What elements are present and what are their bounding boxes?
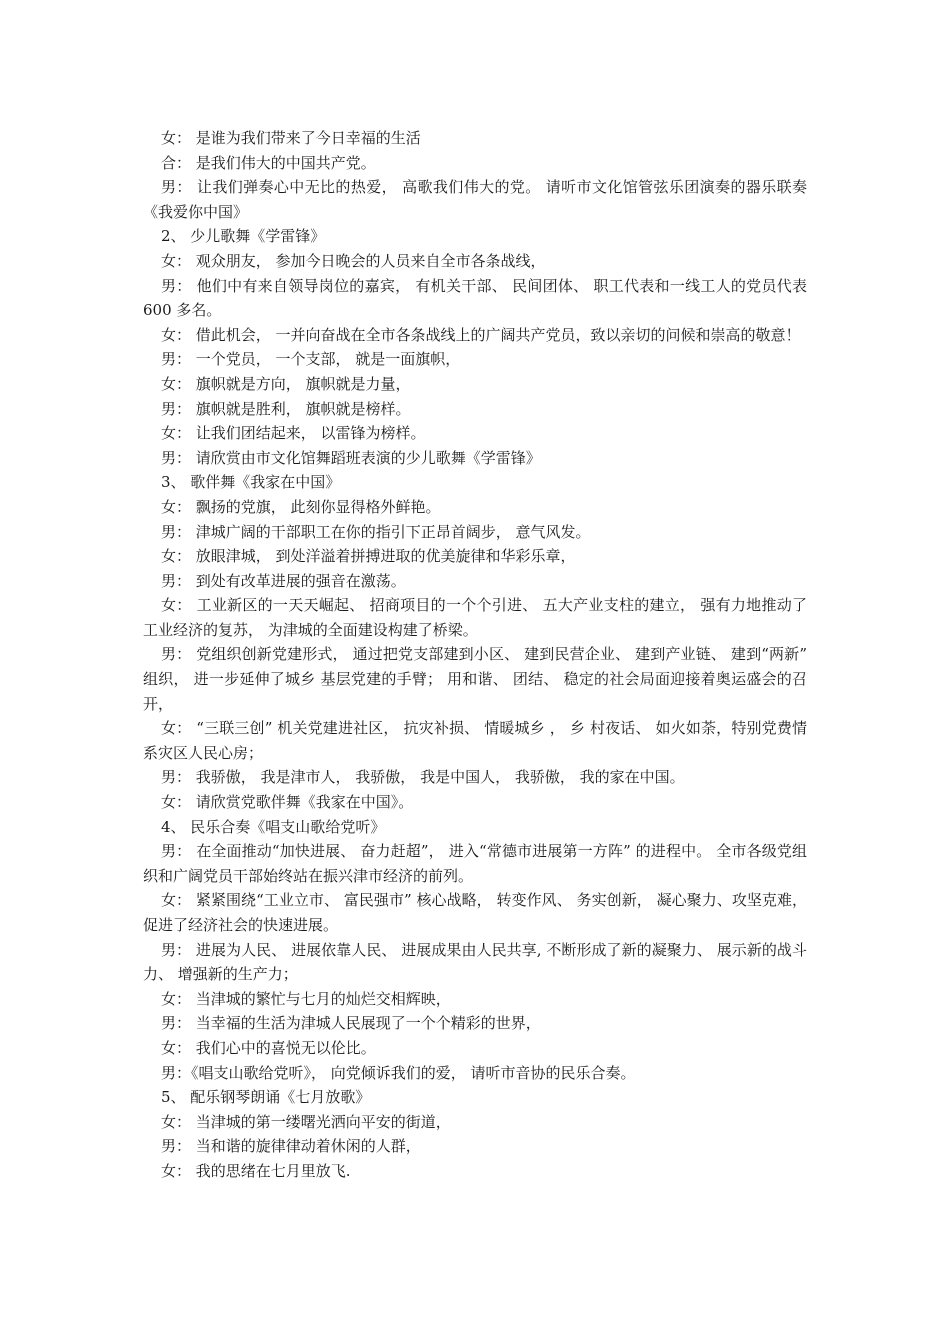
dialogue-line: 男： 进展为人民、 进展依靠人民、 进展成果由人民共享, 不断形成了新的凝聚力、 展示新的战斗力、 增强新的生产力； [143, 940, 807, 984]
dialogue-line: 合： 是我们伟大的中国共产党。 [161, 153, 376, 172]
dialogue-line: 男： 到处有改革进展的强音在激荡。 [161, 571, 406, 590]
dialogue-line: 女： 观众朋友， 参加今日晚会的人员来自全市各条战线， [161, 251, 546, 270]
dialogue-line: 男： 一个党员， 一个支部， 就是一面旗帜， [161, 350, 461, 369]
dialogue-line: 女： 当津城的第一缕曙光洒向平安的街道， [161, 1112, 451, 1131]
dialogue-line: 男： 当幸福的生活为津城人民展现了一个个精彩的世界， [161, 1014, 541, 1033]
dialogue-line: 男： 我骄傲， 我是津市人， 我骄傲， 我是中国人， 我骄傲， 我的家在中国。 [161, 768, 685, 787]
dialogue-line: 女： 借此机会， 一并向奋战在全市各条战线上的广阔共产党员，致以亲切的问候和崇高的敬意！ [161, 325, 801, 344]
dialogue-line: 女： 请欣赏党歌伴舞《我家在中国》。 [161, 793, 414, 812]
dialogue-line: 女： 工业新区的一天天崛起、 招商项目的一个个引进、 五大产业支柱的建立， 强有力地推动了工业经济的复苏， 为津城的全面建设构建了桥梁。 [143, 596, 807, 639]
dialogue-line: 男： 他们中有来自领导岗位的嘉宾， 有机关干部、 民间团体、 职工代表和一线工人的党员代表 600 多名。 [143, 276, 807, 320]
dialogue-line: 女： 让我们团结起来， 以雷锋为榜样。 [161, 424, 426, 443]
dialogue-line: 女： 飘扬的党旗， 此刻你显得格外鲜艳。 [161, 497, 441, 516]
dialogue-line: 女： 是谁为我们带来了今日幸福的生活 [161, 129, 421, 147]
document-body [143, 126, 807, 1184]
dialogue-line: 女： 紧紧围绕“工业立市、 富民强市” 核心战略， 转变作风、 务实创新， 凝心聚力、攻坚克难， 促进了经济社会的快速进展。 [143, 891, 807, 934]
dialogue-line: 女： 放眼津城， 到处洋溢着拼搏进取的优美旋律和华彩乐章， [161, 547, 576, 566]
program-heading: 5、 配乐钢琴朗诵《七月放歌》 [161, 1088, 371, 1107]
dialogue-line: 女： 我的思绪在七月里放飞. [161, 1161, 351, 1180]
dialogue-line: 男：《唱支山歌给党听》， 向党倾诉我们的爱， 请听市音协的民乐合奏。 [161, 1063, 636, 1082]
dialogue-line: 男： 当和谐的旋律律动着休闲的人群， [161, 1137, 421, 1156]
dialogue-line: 男： 党组织创新党建形式， 通过把党支部建到小区、 建到民营企业、 建到产业链、 建到“两新” 组织， 进一步延伸了城乡 基层党建的手臂； 用和谐、 团结、 稳定的社会局面迎接着奥运盛会的召开， [143, 645, 807, 713]
program-heading: 2、 少儿歌舞《学雷锋》 [161, 227, 326, 246]
dialogue-line: 女： “三联三创” 机关党建进社区， 抗灾补损、 情暖城乡 ， 乡 村夜话、 如火如荼，特别党费情系灾区人民心房； [143, 719, 807, 762]
program-heading: 3、 歌伴舞《我家在中国》 [161, 473, 341, 492]
dialogue-line: 男： 津城广阔的干部职工在你的指引下正昂首阔步， 意气风发。 [161, 522, 591, 541]
dialogue-line: 男： 请欣赏由市文化馆舞蹈班表演的少儿歌舞《学雷锋》 [161, 448, 541, 467]
dialogue-line: 男： 旗帜就是胜利， 旗帜就是榜样。 [161, 399, 411, 418]
dialogue-line: 女： 我们心中的喜悦无以伦比。 [161, 1038, 376, 1057]
dialogue-line: 女： 当津城的繁忙与七月的灿烂交相辉映， [161, 989, 451, 1008]
dialogue-line: 女： 旗帜就是方向， 旗帜就是力量， [161, 374, 411, 393]
dialogue-line: 男： 在全面推动“加快进展、 奋力赶超”， 进入“常德市进展第一方阵” 的进程中。 全市各级党组织和广阔党员干部始终站在振兴津市经济的前列。 [143, 842, 807, 885]
program-heading: 4、 民乐合奏《唱支山歌给党听》 [161, 817, 386, 836]
dialogue-line: 男： 让我们弹奏心中无比的热爱， 高歌我们伟大的党。 请听市文化馆管弦乐团演奏的器乐联奏《我爱你中国》 [143, 178, 807, 221]
